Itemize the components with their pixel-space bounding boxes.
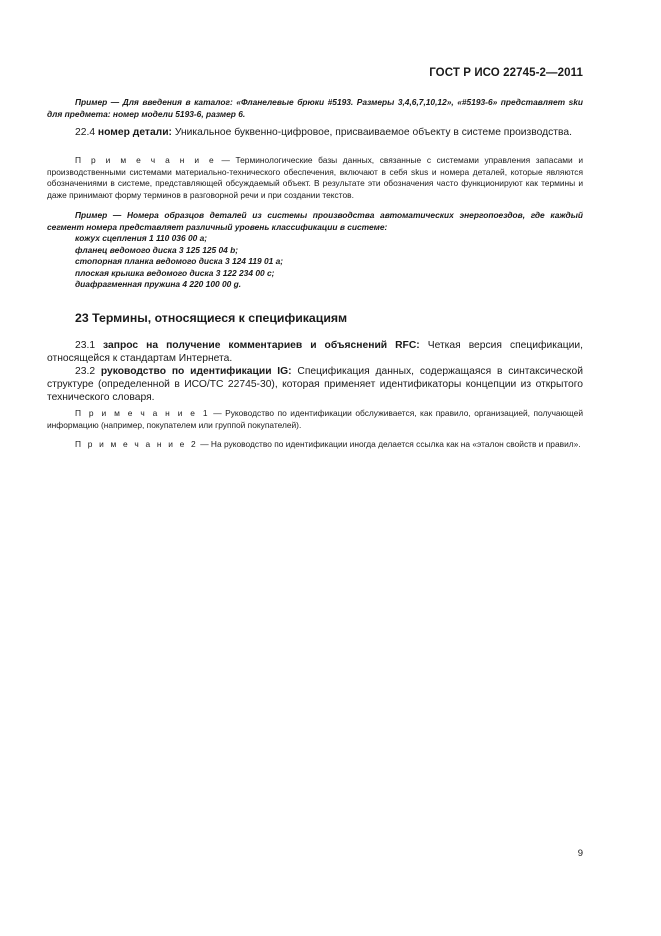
- example-item: диафрагменная пружина 4 220 100 00 g.: [75, 279, 242, 289]
- term-name: запрос на получение комментариев и объяснений RFC:: [103, 340, 420, 351]
- note-text: — Руководство по идентификации обслуживается, как правило, организацией, получающей информацию (например, покупателем или группой покупателей).: [47, 408, 584, 430]
- term-number: 22.4: [75, 127, 96, 138]
- note-label: П р и м е ч а н и е 2: [75, 439, 198, 449]
- example-items: [47, 233, 583, 291]
- example-item: фланец ведомого диска 3 125 125 04 b;: [75, 244, 239, 255]
- term-23-2: [47, 365, 583, 404]
- note-23-2: [47, 439, 583, 451]
- section-title: 23 Термины, относящиеся к спецификациям: [75, 311, 348, 325]
- standard-header: ГОСТ Р ИСО 22745-2—2011: [429, 67, 583, 79]
- term-22-4: [47, 126, 583, 139]
- example-item: стопорная планка ведомого диска 3 124 119 01 a;: [75, 256, 284, 266]
- term-definition: Уникальное буквенно-цифровое, присваиваемое объекту в системе производства.: [174, 127, 572, 138]
- term-23-1: [47, 339, 583, 365]
- term-definition: Спецификация данных, содержащаяся в синтаксической структуре (определенной в ИСО/ТС 22745-30), которая применяет идентификаторы концепции из открытого технического словаря.: [47, 366, 583, 403]
- note-text: — На руководство по идентификации иногда делается ссылка как на «эталон свойств и правил».: [200, 439, 581, 449]
- note-label: П р и м е ч а н и е: [75, 155, 216, 165]
- term-definition: Четкая версия спецификации, относящейся к стандартам Интернета.: [47, 340, 584, 364]
- term-number: 23.1: [75, 340, 96, 351]
- example-item: плоская крышка ведомого диска 3 122 234 00 c;: [75, 267, 275, 278]
- page-number: 9: [577, 848, 583, 859]
- example-part-numbers: [47, 210, 583, 291]
- note-23-1: [47, 408, 583, 431]
- note-text: — Терминологические базы данных, связанные с системами управления запасами и производственными системами материально-технического обеспечения, включают в себя skus и номера деталей, которые являются обозначениями в системе, представляющей обсуждаемый объект. В результате эти обозначения часто функционируют как термины и даже принимают форму терминов в разговорной речи и при создании текстов.: [47, 155, 584, 200]
- term-name: номер детали:: [97, 127, 172, 138]
- term-number: 23.2: [75, 366, 96, 377]
- note-22-4: [47, 155, 583, 201]
- example-flannel-trousers: Пример — Для введения в каталог: «Фланелевые брюки #5193. Размеры 3,4,6,7,10,12», «#5193-6» представляет sku для предмета: номер модели 5193-6, размер 6.: [47, 97, 583, 119]
- note-label: П р и м е ч а н и е 1: [75, 408, 210, 418]
- example-item: кожух сцепления 1 110 036 00 a;: [75, 233, 208, 243]
- example-lead: Пример — Номера образцов деталей из системы производства автоматических энергопоездов, где каждый сегмент номера представляет различный уровень классификации в системе:: [47, 210, 583, 232]
- term-name: руководство по идентификации IG:: [100, 366, 292, 377]
